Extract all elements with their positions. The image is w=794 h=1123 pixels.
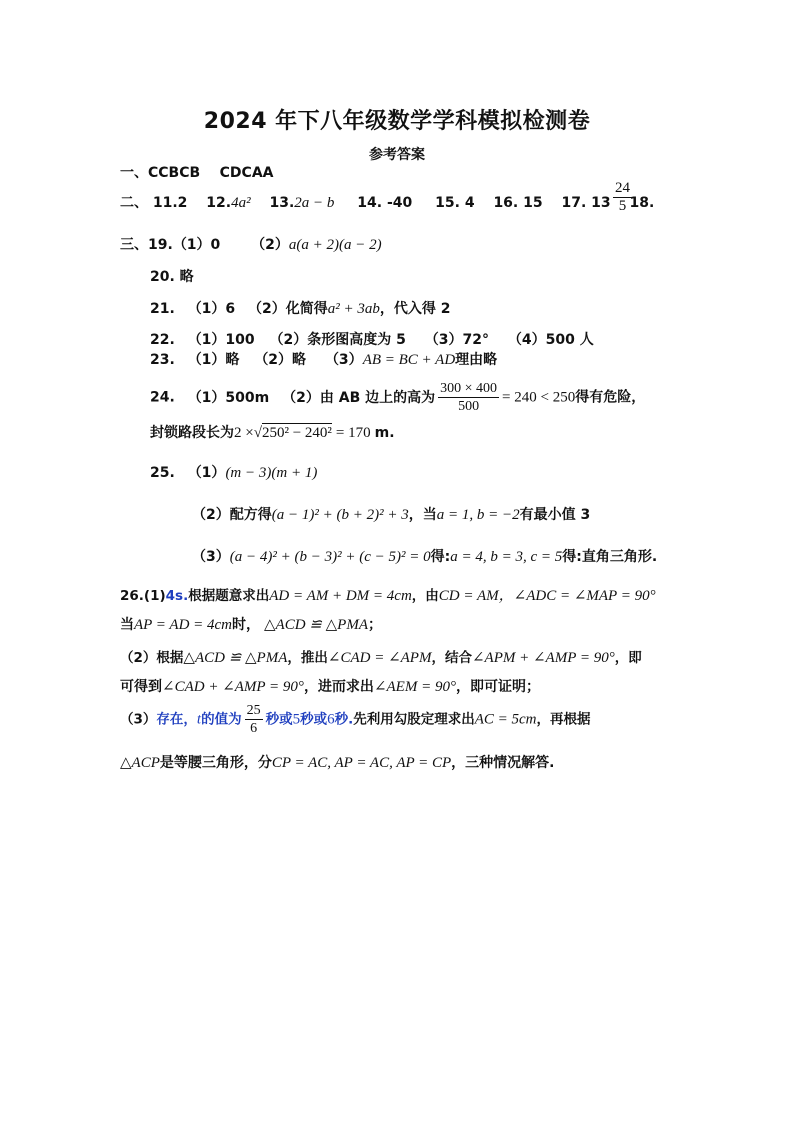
q25-part2-expr2: a = 1, b = −2 [436,507,520,523]
section-2 [120,192,654,212]
q26-l5-blue-a: 存在， [156,711,197,728]
question-21 [150,298,451,318]
q25-part3-expr: (a − 4)² + (b − 3)² + (c − 5)² = 0 [229,549,431,565]
q21-part2-a: （2）化简得 [248,301,328,317]
answer-12-num: 12. [206,195,232,211]
question-24 [150,380,645,415]
q26-l6-b: ，三种情况解答. [451,755,555,771]
question-25-part2 [192,504,590,524]
q25-part3-c: 得:直角三角形. [562,549,658,565]
q26-l1-expr1: AD = AM + DM = 4cm [269,588,412,604]
q26-l4-a: 可得到 [120,679,162,695]
answer-18-num: 18. [629,195,655,211]
q26-l3-expr1: △ACD ≌ △PMA [183,650,288,666]
q26-l5-blue-b: 的值为 [201,711,242,728]
q26-l5-blue-c: 秒或 [265,711,293,728]
q24-frac-num: 300 × 400 [440,381,498,396]
q22-num: 22. [150,332,175,348]
q19-label: 三、19. [120,237,173,253]
q24-expr: = 240 < 250 [502,389,576,406]
answer-17: 17. 13 [561,195,611,211]
q26-l5-six: 6 [327,711,335,728]
answer-11: 11.2 [152,195,188,211]
answer-12-expr: 4a² [231,195,251,211]
q24-num: 24. [150,389,175,406]
q25-num: 25. [150,465,175,481]
q26-l3-d: ，即 [614,650,642,666]
question-26-line3 [120,646,642,667]
q26-l1-blue: 4s. [165,588,189,604]
q25-part2-c: 有最小值 3 [519,507,591,523]
q25-part3-a: （3） [192,549,230,565]
q26-l1-num: 26.(1) [120,588,166,604]
section-2-label: 二、 [120,195,148,211]
q26-l4-c: ，即可证明； [455,679,540,695]
q24-line2-sqrt: 250² − 240² [261,425,332,441]
q23-part1: （1）略 [187,352,240,368]
q26-l6-expr2: CP = AC, AP = AC, AP = CP [271,755,452,771]
question-20: 20. 略 [150,269,194,285]
q23-part3-b: 理由略 [455,352,498,368]
q25-part1-expr: (m − 3)(m + 1) [225,465,318,481]
q21-part2-expr: a² + 3ab [327,301,380,317]
q26-l3-expr3: ∠APM + ∠AMP = 90° [471,650,615,666]
q26-l2-expr2: △ACD ≌ △PMA [264,617,368,633]
q19-part2: （2） [251,237,289,253]
question-26-line5 [120,702,591,737]
q24-part1: （1）500m [187,389,270,406]
q26-l1-b: ，由 [411,588,439,604]
question-22 [150,329,594,349]
q26-l2-a: 当 [120,617,134,633]
q26-l5-blue-d: 秒或 [300,711,328,728]
question-26-line4 [120,676,540,696]
q22-part2: （2）条形图高度为 5 [269,332,406,348]
q26-l5-a: （3） [120,711,157,728]
question-23 [150,349,497,369]
q21-part1: （1）6 [187,301,236,317]
q23-part3-a: （3） [324,352,363,368]
q21-num: 21. [150,301,175,317]
page-title: 2024 年下八年级数学学科模拟检测卷 [203,109,591,134]
q26-l1-a: 根据题意求出 [188,588,270,604]
q26-l4-b: ，进而求出 [303,679,374,695]
q24-line2-expr-b: = 170 [335,425,371,441]
q26-l5-blue-e: 秒. [334,711,354,728]
q26-l3-b: ，推出 [287,650,328,666]
q25-part2-b: ，当 [408,507,437,523]
q26-l3-expr2: ∠CAD = ∠APM [327,650,432,666]
q23-part3-expr: AB = BC + AD [362,352,456,368]
q21-part2-b: ，代入得 2 [379,301,451,317]
q25-part2-a: （2）配方得 [192,507,272,523]
page-subtitle: 参考答案 [369,147,425,163]
q26-l4-expr1: ∠CAD + ∠AMP = 90° [162,679,304,695]
question-26-line6 [120,752,555,772]
answer-16: 16. 15 [493,195,543,211]
question-26-line2 [120,614,382,634]
q26-l1-expr2: CD = AM，∠ADC = ∠MAP = 90° [438,588,656,604]
q26-l5-frac-den: 6 [250,721,258,736]
answer-13-expr: 2a − b [294,195,335,211]
q25-part3-b: 得: [430,549,451,565]
q22-part3: （3）72° [424,332,489,348]
q26-l6-expr1: △ACP [120,755,160,771]
section-1-answers: CCBCB CDCAA [148,165,274,181]
q24-part2-b: 得有危险， [575,389,646,406]
q26-l5-t: t [196,711,202,728]
answer-14: 14. -40 [357,195,413,211]
question-19 [120,234,382,254]
q24-line2-expr-a: 2 × [234,425,254,441]
section-1 [120,162,274,182]
question-25-part3 [192,546,657,566]
answer-18-denominator: 5 [618,198,627,214]
q25-part3-expr2: a = 4, b = 3, c = 5 [450,549,563,565]
q26-l4-expr2: ∠AEM = 90° [373,679,456,695]
q22-part1: （1）100 [187,332,255,348]
answer-15: 15. 4 [435,195,475,211]
question-26-line1 [120,584,656,605]
q24-part2-a: （2）由 AB 边上的高为 [282,389,436,406]
q26-l6-a: 是等腰三角形，分 [159,755,272,771]
q25-part1-a: （1） [187,465,226,481]
q19-part1: （1）0 [172,237,221,253]
q26-l5-expr: AC = 5cm [474,711,537,728]
q26-l2-c: ； [367,617,382,633]
q23-num: 23. [150,352,175,368]
answer-18-numerator: 24 [615,180,630,196]
q26-l2-b: 时， [232,617,261,633]
q24-line2-a: 封锁路段长为 [150,425,234,441]
q24-line2-b: m. [374,425,395,441]
q26-l3-a: （2）根据 [120,650,184,666]
q22-part4: （4）500 人 [507,332,594,348]
q26-l5-c: ，再根据 [536,711,591,728]
q23-part2: （2）略 [254,352,307,368]
answer-13-num: 13. [269,195,295,211]
q26-l5-five: 5 [292,711,301,728]
q26-l5-b: 先利用勾股定理求出 [353,711,475,728]
q19-part2-expr: a(a + 2)(a − 2) [288,237,382,253]
q25-part2-expr: (a − 1)² + (b + 2)² + 3 [271,507,409,523]
q26-l3-c: ，结合 [431,650,472,666]
question-25 [150,462,317,482]
q26-l5-frac-num: 25 [246,703,261,718]
q24-frac-den: 500 [458,399,480,414]
section-1-label: 一、 [120,165,148,181]
answer-18-fraction [610,180,635,215]
question-24-line2: 封锁路段长为2 ×√250² − 240² = 170 m. [150,425,395,441]
q26-l2-expr: AP = AD = 4cm [134,617,233,633]
